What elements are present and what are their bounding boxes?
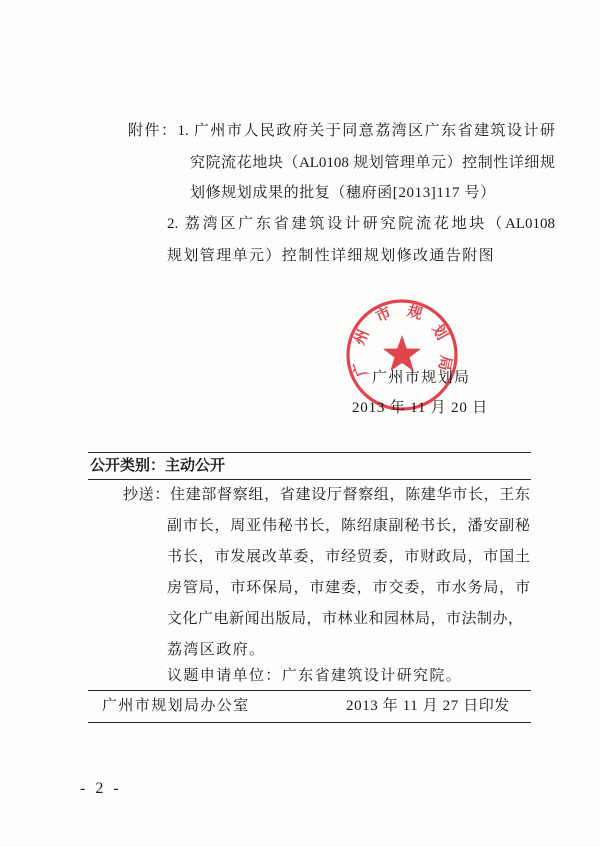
cc-line-6: 荔湾区政府。: [167, 642, 266, 658]
signature-org: 广州市规划局: [372, 370, 471, 386]
cc-line-2: 副市长，周亚伟秘书长，陈绍康副秘书长，潘安副秘: [167, 518, 530, 534]
footer-issuer: 广州市规划局办公室: [102, 698, 250, 714]
attachment-line-1: 附件：1. 广州市人民政府关于同意荔湾区广东省建筑设计研: [128, 123, 555, 139]
attachment-line-3: 划修规划成果的批复（穗府函[2013]117 号）: [190, 185, 496, 201]
signature-date: 2013 年 11 月 20 日: [352, 400, 488, 416]
page-number: - 2 -: [80, 780, 122, 797]
cc-line-1: 抄送：住建部督察组，省建设厅督察组，陈建华市长，王东: [123, 487, 530, 503]
attachment-line-5: 规划管理单元）控制性详细规划修改通告附图: [167, 248, 496, 264]
seal-star-icon: [383, 335, 421, 371]
footer-print-date: 2013 年 11 月 27 日印发: [346, 698, 510, 714]
cc-line-3: 书长，市发展改革委，市经贸委，市财政局，市国土: [167, 549, 530, 565]
seal-text: 广州市规划局: [351, 303, 454, 379]
official-seal: [344, 297, 460, 413]
cc-line-5: 文化广电新闻出版局，市林业和园林局，市法制办，: [167, 611, 523, 627]
divider-disclosure: [88, 479, 531, 480]
divider-top: [88, 452, 531, 453]
applicant-unit: 议题申请单位：广东省建筑设计研究院。: [167, 668, 463, 684]
disclosure-category: 公开类别：主动公开: [90, 458, 226, 474]
attachment-line-4: 2. 荔湾区广东省建筑设计研究院流花地块（AL0108: [167, 216, 555, 232]
attachment-line-2: 究院流花地块（AL0108 规划管理单元）控制性详细规: [190, 155, 555, 171]
cc-line-4: 房管局，市环保局，市建委，市交委，市水务局，市: [167, 580, 530, 596]
divider-footer-top: [88, 690, 531, 691]
divider-footer-bottom: [88, 722, 531, 723]
